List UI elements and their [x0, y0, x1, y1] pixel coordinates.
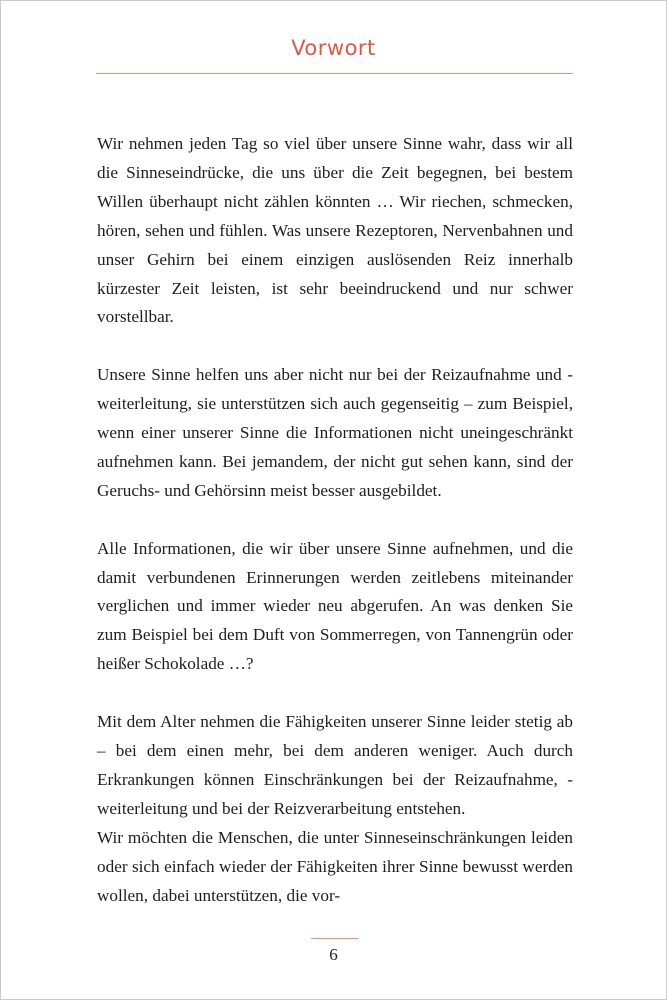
paragraph-4: Mit dem Alter nehmen die Fähigkeiten unserer Sinne leider stetig ab – bei dem einen mehr, bei dem anderen weniger. Auch durch Erkrankungen können Einschränkungen bei der Reizaufnahme, -weiterleitung und bei der Reizverarbeitung entstehen. — [97, 712, 573, 818]
paragraph-1: Wir nehmen jeden Tag so viel über unsere Sinne wahr, dass wir all die Sinneseindrücke, die uns über die Zeit begegnen, bei bestem Willen überhaupt nicht zählen könnten … Wir riechen, schmecken, hören, sehen und fühlen. Was unsere Rezeptoren, Nervenbahnen und unser Gehirn bei einem einzigen auslösenden Reiz innerhalb kürzester Zeit leisten, ist sehr beeindruckend und nur schwer vorstellbar. — [97, 134, 573, 327]
chapter-body — [97, 130, 573, 910]
header-divider — [96, 73, 573, 74]
paragraph-3: Alle Informationen, die wir über unsere Sinne aufnehmen, und die damit verbundenen Erinnerungen werden zeitlebens miteinander verglichen und immer wieder neu abgerufen. An was denken Sie zum Beispiel bei dem Duft von Sommerregen, von Tannengrün oder heißer Schokolade …? — [97, 538, 573, 674]
chapter-title: Vorwort — [291, 36, 376, 60]
paragraph-2: Unsere Sinne helfen uns aber nicht nur bei der Reizaufnahme und -weiterleitung, sie unterstützen sich auch gegenseitig – zum Beispiel, wenn einer unserer Sinne die Informationen nicht uneingeschränkt aufnehmen kann. Bei jemandem, der nicht gut sehen kann, sind der Geruchs- und Gehörsinn meist besser ausgebildet. — [97, 365, 573, 500]
footer-divider — [311, 938, 359, 939]
paragraph-5: Wir möchten die Menschen, die unter Sinneseinschränkungen leiden oder sich einfach wieder der Fähigkeiten ihrer Sinne bewusst werden wollen, dabei unterstützen, die vor- — [97, 827, 573, 905]
page-number: 6 — [329, 945, 338, 964]
